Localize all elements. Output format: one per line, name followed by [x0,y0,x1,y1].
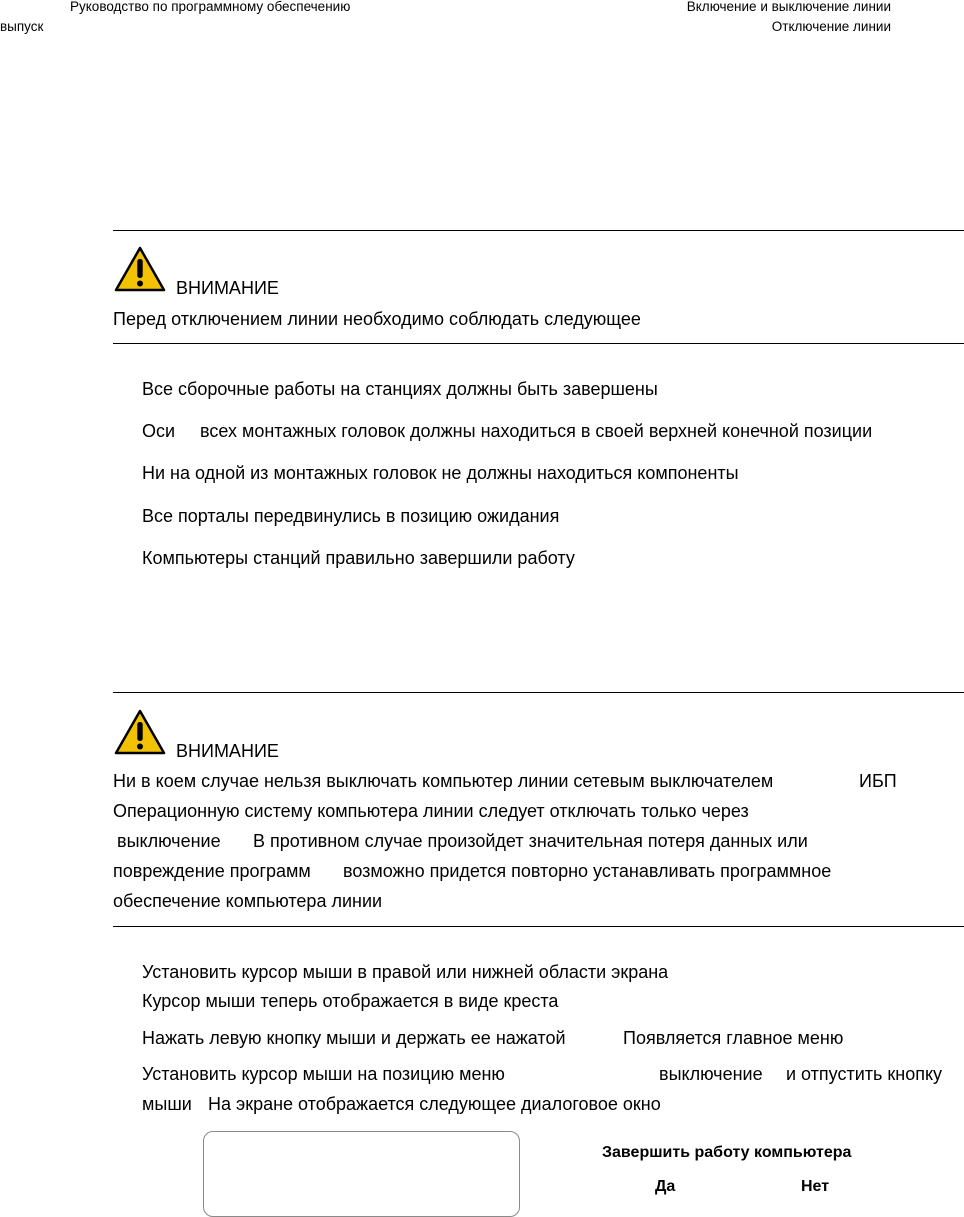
list-item: Ни на одной из монтажных головок не должны находиться компоненты [142,463,739,483]
dialog-frame [203,1131,520,1217]
list-item: всех монтажных головок должны находиться в своей верхней конечной позиции [200,421,873,441]
divider-top-1 [113,230,964,231]
warning-title: ВНИМАНИЕ [176,278,279,298]
warning-line-ups: ИБП [859,771,897,791]
divider-top-2 [113,692,964,693]
warning-line: Ни в коем случае нельзя выключать компьютер линии сетевым выключателем [113,771,774,791]
warning-triangle-icon [113,708,167,756]
header-manual-title: Руководство по программному обеспечению [70,0,351,14]
step-3-result: На экране отображается следующее диалоговое окно [208,1094,661,1114]
step-3-menu-item: выключение [659,1064,763,1084]
step-3-action: и отпустить кнопку [786,1064,943,1084]
step-2-result: Появляется главное меню [623,1028,844,1048]
step-1-result: Курсор мыши теперь отображается в виде креста [142,991,559,1011]
list-item: Все сборочные работы на станциях должны быть завершены [142,379,658,399]
header-edition: выпуск [0,19,44,34]
dialog-title: Завершить работу компьютера [602,1144,852,1161]
list-item-axis: Оси [142,421,176,441]
step-2: Нажать левую кнопку мыши и держать ее нажатой [142,1028,566,1048]
warning-line: Операционную систему компьютера линии следует отключать только через [113,801,749,821]
warning-line: возможно придется повторно устанавливать программное [343,861,832,881]
step-1: Установить курсор мыши в правой или нижней области экрана [142,962,669,982]
dialog-no-button[interactable]: Нет [801,1178,830,1195]
step-3: Установить курсор мыши на позицию меню [142,1064,505,1084]
dialog-yes-button[interactable]: Да [655,1178,676,1195]
warning-line: В противном случае произойдет значительная потеря данных или [253,831,808,851]
step-3-mouse: мыши [142,1094,192,1114]
list-item: Компьютеры станций правильно завершили работу [142,548,575,568]
header-section: Отключение линии [771,19,891,34]
warning-line: обеспечение компьютера линии [113,891,383,911]
warning-line: повреждение программ [113,861,311,881]
warning-text: Перед отключением линии необходимо соблюдать следующее [113,309,641,329]
header-chapter: Включение и выключение линии [686,0,891,14]
warning-title: ВНИМАНИЕ [176,741,279,761]
list-item: Все порталы передвинулись в позицию ожидания [142,506,560,526]
warning-triangle-icon [113,245,167,293]
warning-line: выключение [117,831,221,851]
divider-bottom-2 [113,926,964,927]
divider-bottom-1 [113,343,964,344]
